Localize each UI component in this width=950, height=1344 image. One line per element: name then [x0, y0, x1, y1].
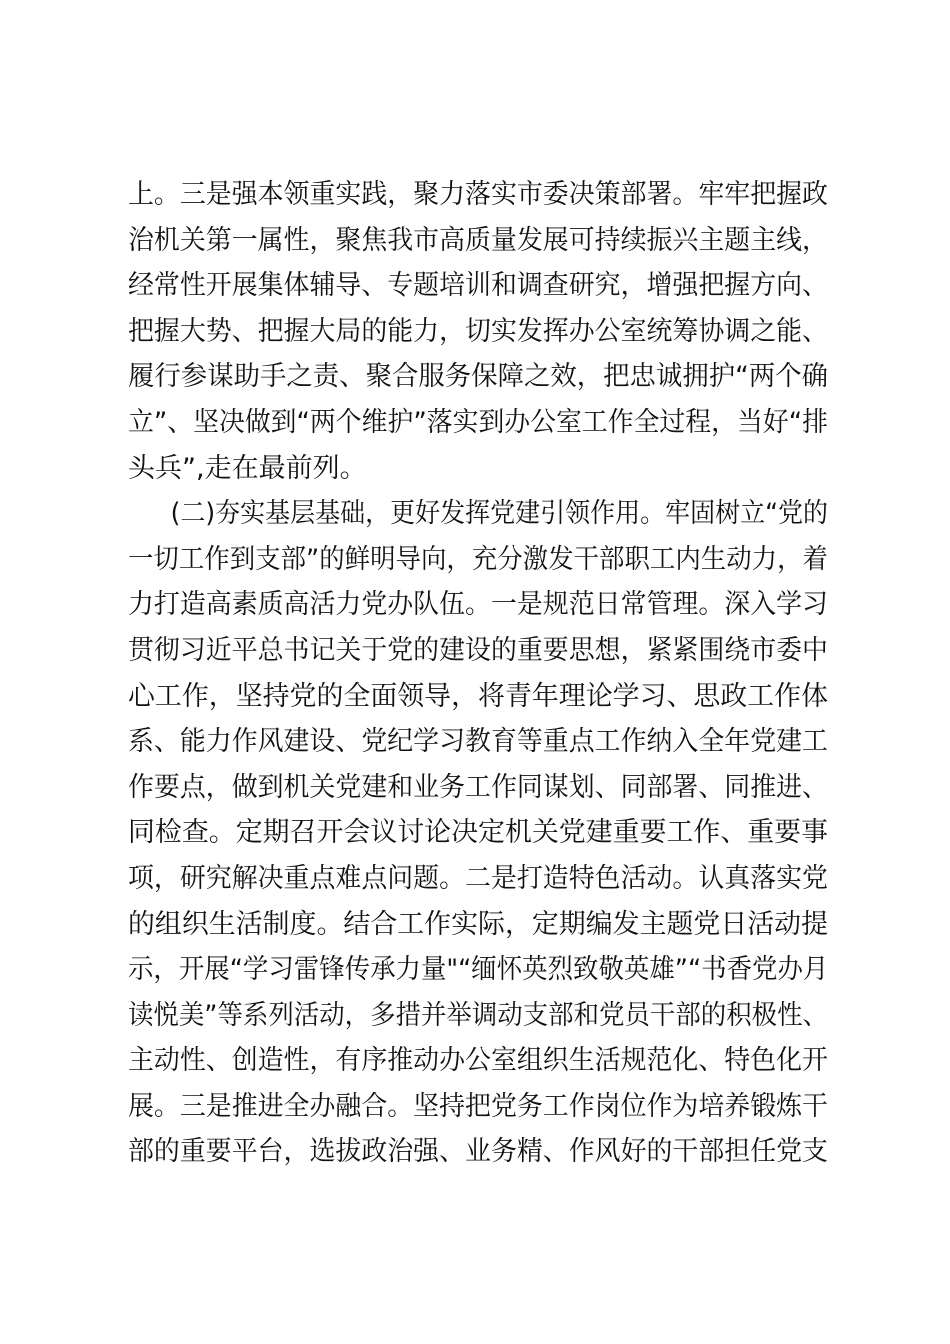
text-line: 立”、坚决做到“两个维护”落实到办公室工作全过程，当好“排	[128, 406, 828, 438]
text-line: 把握大势、把握大局的能力，切实发挥办公室统筹协调之能、	[128, 315, 828, 347]
text-line: 主动性、创造性，有序推动办公室组织生活规范化、特色化开	[128, 1045, 828, 1077]
body-text	[128, 172, 828, 1175]
text-line: 示，开展“学习雷锋传承力量"“缅怀英烈致敬英雄”“书香党办月	[128, 954, 829, 986]
text-line: 部的重要平台，选拔政治强、业务精、作风好的干部担任党支	[128, 1136, 828, 1168]
text-line: 展。三是推进全办融合。坚持把党务工作岗位作为培养锻炼干	[128, 1090, 828, 1122]
text-line: 履行参谋助手之责、聚合服务保障之效，把忠诚拥护“两个确	[128, 361, 829, 393]
text-line: 贯彻习近平总书记关于党的建设的重要思想，紧紧围绕市委中	[128, 634, 828, 666]
text-line: 治机关第一属性，聚焦我市高质量发展可持续振兴主题主线，	[128, 224, 828, 256]
text-line: 项，研究解决重点难点问题。二是打造特色活动。认真落实党	[128, 862, 828, 894]
text-line: 力打造高素质高活力党办队伍。一是规范日常管理。深入学习	[128, 589, 828, 621]
text-line: 头兵”,走在最前列。	[128, 452, 367, 484]
text-line: 作要点，做到机关党建和业务工作同谋划、同部署、同推进、	[128, 771, 828, 803]
text-line: 上。三是强本领重实践，聚力落实市委决策部署。牢牢把握政	[128, 179, 828, 210]
text-line: 的组织生活制度。结合工作实际，定期编发主题党日活动提	[128, 908, 829, 940]
text-line: 一切工作到支部”的鲜明导向，充分激发干部职工内生动力，着	[128, 543, 828, 575]
text-line: 经常性开展集体辅导、专题培训和调查研究，增强把握方向、	[128, 270, 828, 302]
text-line: 读悦美”等系列活动，多措并举调动支部和党员干部的积极性、	[128, 999, 828, 1031]
section-heading-line: (二)夯实基层基础，更好发挥党建引领作用。牢固树立“党的	[170, 498, 829, 530]
text-line: 系、能力作风建设、党纪学习教育等重点工作纳入全年党建工	[128, 726, 828, 758]
text-line: 心工作，坚持党的全面领导，将青年理论学习、思政工作体	[128, 680, 829, 712]
text-line: 同检查。定期召开会议讨论决定机关党建重要工作、重要事	[128, 817, 829, 849]
